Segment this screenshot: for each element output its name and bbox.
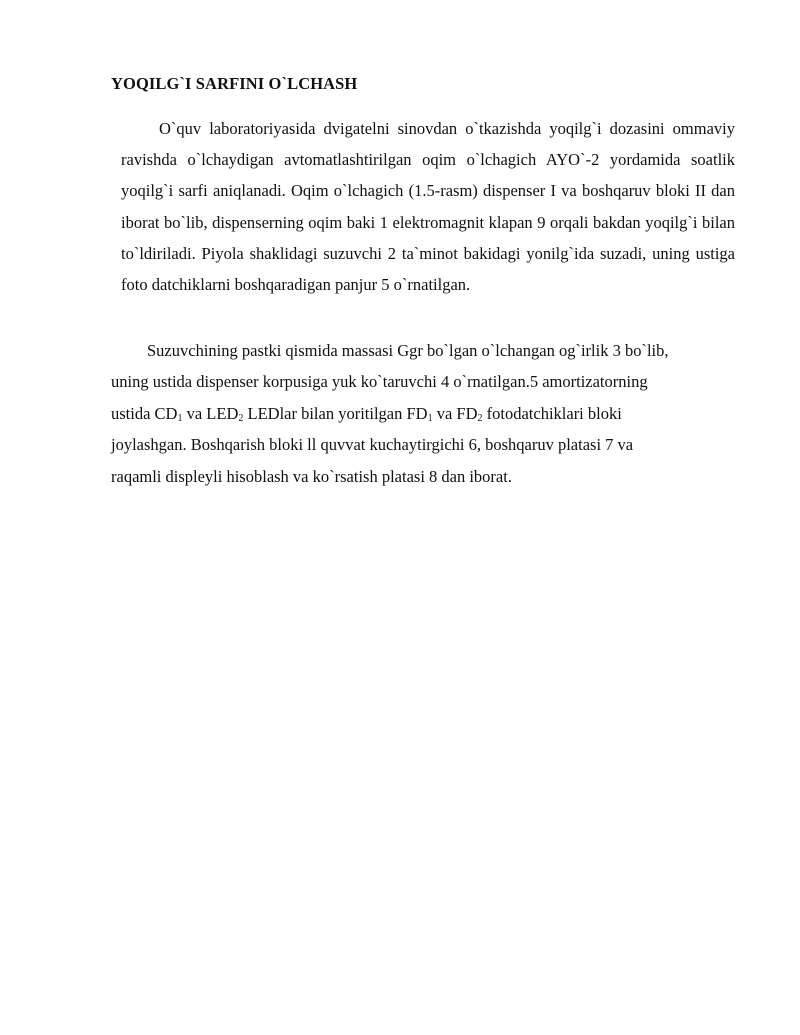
subscript: 2	[477, 412, 483, 424]
subscript: 1	[177, 412, 183, 424]
paragraph-2-line-2: uning ustida dispenser korpusiga yuk ko`taruvchi 4 o`rnatilgan.5 amortizatorning	[111, 372, 648, 392]
text-segment: ustida CD	[111, 403, 178, 423]
document-heading: YOQILG`I SARFINI O`LCHASH	[111, 74, 358, 93]
paragraph-2-line-3	[111, 398, 735, 429]
paragraph-2-line-1: Suzuvchining pastki qismida massasi Ggr bo`lgan o`lchangan og`irlik 3 bo`lib,	[147, 341, 669, 360]
paragraph-2-line-4: joylashgan. Boshqarish bloki ll quvvat kuchaytirgichi 6, boshqaruv platasi 7 va	[111, 435, 634, 455]
text-segment: LEDlar bilan yoritilgan FD	[243, 403, 428, 423]
subscript: 1	[427, 412, 433, 424]
text-segment: fotodatchiklari bloki	[482, 403, 622, 423]
text-segment: va FD	[432, 403, 478, 423]
subscript: 2	[238, 412, 244, 424]
paragraph-1: O`quv laboratoriyasida dvigatelni sinovdan o`tkazishda yoqilg`i dozasini ommaviy ravishda o`lchaydigan avtomatlashtirilgan oqim o`lchagich AYO`-2 yordamida soatlik yoqilg`i sarfi aniqlanadi. Oqim o`lchagich (1.5-rasm) dispenser I va boshqaruv bloki II dan iborat bo`lib, dispenserning oqim baki 1 elektromagnit klapan 9 orqali bakdan yoqilg`i bilan to`ldiriladi. Piyola shaklidagi suzuvchi 2 ta`minot bakidagi yonilg`ida suzadi, uning ustiga foto datchiklarni boshqaradigan panjur 5 o`rnatilgan.	[121, 119, 735, 295]
paragraph-2-line-5: raqamli displeyli hisoblash va ko`rsatish platasi 8 dan iborat.	[111, 466, 512, 486]
text-segment: va LED	[182, 403, 239, 423]
paragraph-2	[111, 335, 735, 492]
